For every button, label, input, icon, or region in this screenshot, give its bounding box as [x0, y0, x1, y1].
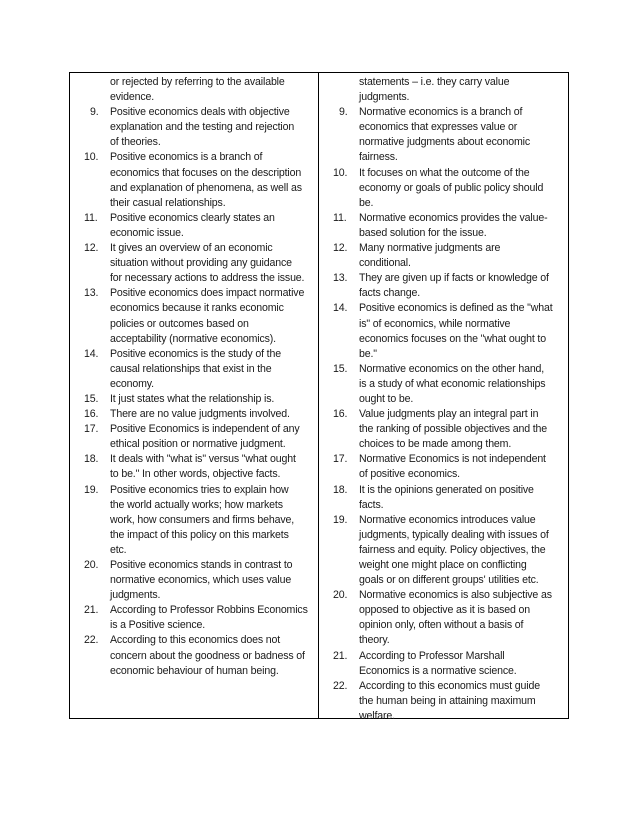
item-number: 16.: [333, 408, 348, 421]
list-item: [319, 362, 564, 407]
item-text: Normative economics provides the value- based solution for the issue.: [359, 211, 548, 239]
list-item: [70, 483, 314, 558]
item-number: 14.: [333, 302, 348, 315]
item-text: Normative economics on the other hand, is a study of what economic relationships ought to be.: [359, 362, 546, 405]
item-text: Normative economics is also subjective as opposed to objective as it is based on opinion only, often without a basis of theory.: [359, 589, 552, 647]
list-item: [319, 301, 564, 361]
list-item: [70, 392, 314, 407]
item-text: Positive Economics is independent of any ethical position or normative judgment.: [110, 423, 300, 451]
item-text: It focuses on what the outcome of the economy or goals of public policy should be.: [359, 166, 544, 209]
list-item: [319, 241, 564, 271]
item-text: Many normative judgments are conditional.: [359, 242, 501, 270]
item-text: According to this economics must guide the human being in attaining maximum welfare.: [359, 679, 540, 722]
normative-economics-column: [319, 73, 568, 722]
item-text: Value judgments play an integral part in the ranking of possible objectives and the choices to be made among them.: [359, 408, 548, 451]
list-item: [70, 603, 314, 633]
item-text: Positive economics stands in contrast to normative economics, which uses value judgments.: [110, 559, 293, 602]
list-item: [319, 649, 564, 679]
item-number: 20.: [84, 559, 99, 571]
item-number: 13.: [84, 287, 99, 300]
item-number: 16.: [84, 408, 99, 421]
item-number: 20.: [333, 589, 348, 602]
item-text: Positive economics clearly states an economic issue.: [110, 211, 275, 239]
item-number: 10.: [84, 151, 99, 164]
list-item: [70, 105, 314, 150]
list-item: [319, 452, 564, 482]
list-item: [319, 483, 564, 513]
item-text: According to this economics does not concern about the goodness or badness of economic behaviour of human being.: [110, 634, 305, 677]
list-item: [70, 347, 314, 392]
list-item: [70, 241, 314, 286]
item-text: Positive economics tries to explain how the world actually works; how markets work, how consumers and firms behave, the impact of this policy on this markets etc.: [110, 483, 295, 556]
item-number: 19.: [333, 513, 348, 526]
item-number: 15.: [84, 392, 99, 405]
list-item: [319, 588, 564, 648]
item-number: 12.: [84, 242, 99, 255]
list-item: [70, 558, 314, 603]
item-number: 15.: [333, 362, 348, 375]
item-text: Positive economics is defined as the "what is" of economics, while normative economics focuses on the "what ought to be.": [359, 302, 553, 360]
item-text: Normative economics is a branch of economics that expresses value or normative judgments about economic fairness.: [359, 106, 530, 164]
comparison-table: [69, 72, 569, 722]
item-text: It is the opinions generated on positive facts.: [359, 483, 534, 511]
item-number: 22.: [84, 634, 99, 647]
item-number: 9.: [339, 106, 348, 119]
item-number: 14.: [84, 347, 99, 360]
item-text: According to Professor Marshall Economics is a normative science.: [359, 649, 517, 677]
item-text: Positive economics does impact normative economics because it ranks economic policies or outcomes based on acceptability (normative economics).: [110, 287, 305, 345]
item-number: 17.: [333, 453, 348, 466]
item-text: Positive economics deals with objective explanation and the testing and rejection of theories.: [110, 106, 295, 149]
positive-economics-column: [70, 73, 319, 718]
item-text: Positive economics is the study of the causal relationships that exist in the economy.: [110, 347, 281, 390]
list-item: [319, 211, 564, 241]
item-text: Normative Economics is not independent of positive economics.: [359, 453, 546, 481]
list-item: [70, 150, 314, 210]
positive-economics-list: [70, 105, 314, 679]
normative-economics-list: [319, 105, 564, 724]
item-text: Positive economics is a branch of economics that focuses on the description and explanation of phenomena, as well as their casual relationships.: [110, 151, 302, 209]
item-text: There are no value judgments involved.: [110, 408, 290, 421]
item-number: 21.: [333, 649, 348, 662]
item-number: 17.: [84, 423, 99, 436]
item-number: 18.: [333, 483, 348, 496]
list-item: [319, 407, 564, 452]
item-number: 11.: [84, 211, 98, 224]
item-number: 11.: [333, 211, 347, 224]
list-item: [319, 513, 564, 588]
continued-text: statements – i.e. they carry value judgments.: [359, 76, 510, 104]
list-item: [319, 105, 564, 165]
list-item: [70, 452, 314, 482]
list-item: [70, 633, 314, 678]
item-text: They are given up if facts or knowledge of facts change.: [359, 272, 549, 300]
item-text: According to Professor Robbins Economics is a Positive science.: [110, 604, 308, 632]
item-number: 22.: [333, 679, 348, 692]
list-item: [70, 286, 314, 346]
list-item: [70, 407, 314, 422]
item-number: 12.: [333, 242, 348, 255]
list-item: [70, 211, 314, 241]
item-text: It just states what the relationship is.: [110, 392, 275, 405]
list-item: [319, 679, 564, 724]
list-item: [70, 422, 314, 452]
item-number: 19.: [84, 483, 99, 496]
continued-text: or rejected by referring to the available evidence.: [110, 76, 285, 104]
list-item: [319, 166, 564, 211]
item-number: 21.: [84, 604, 99, 617]
item-text: Normative economics introduces value judgments, typically dealing with issues of fairness and equity. Policy objectives, the weight one might place on conflicting goals or on different groups' utilities etc.: [359, 513, 549, 587]
item-number: 13.: [333, 272, 348, 285]
item-text: It gives an overview of an economic situation without providing any guidance for necessary actions to address the issue.: [110, 242, 305, 285]
item-number: 10.: [333, 166, 348, 179]
list-item: [319, 271, 564, 301]
item-number: 9.: [90, 106, 99, 119]
item-number: 18.: [84, 453, 99, 466]
item-text: It deals with "what is" versus "what ought to be." In other words, objective facts.: [110, 453, 296, 481]
